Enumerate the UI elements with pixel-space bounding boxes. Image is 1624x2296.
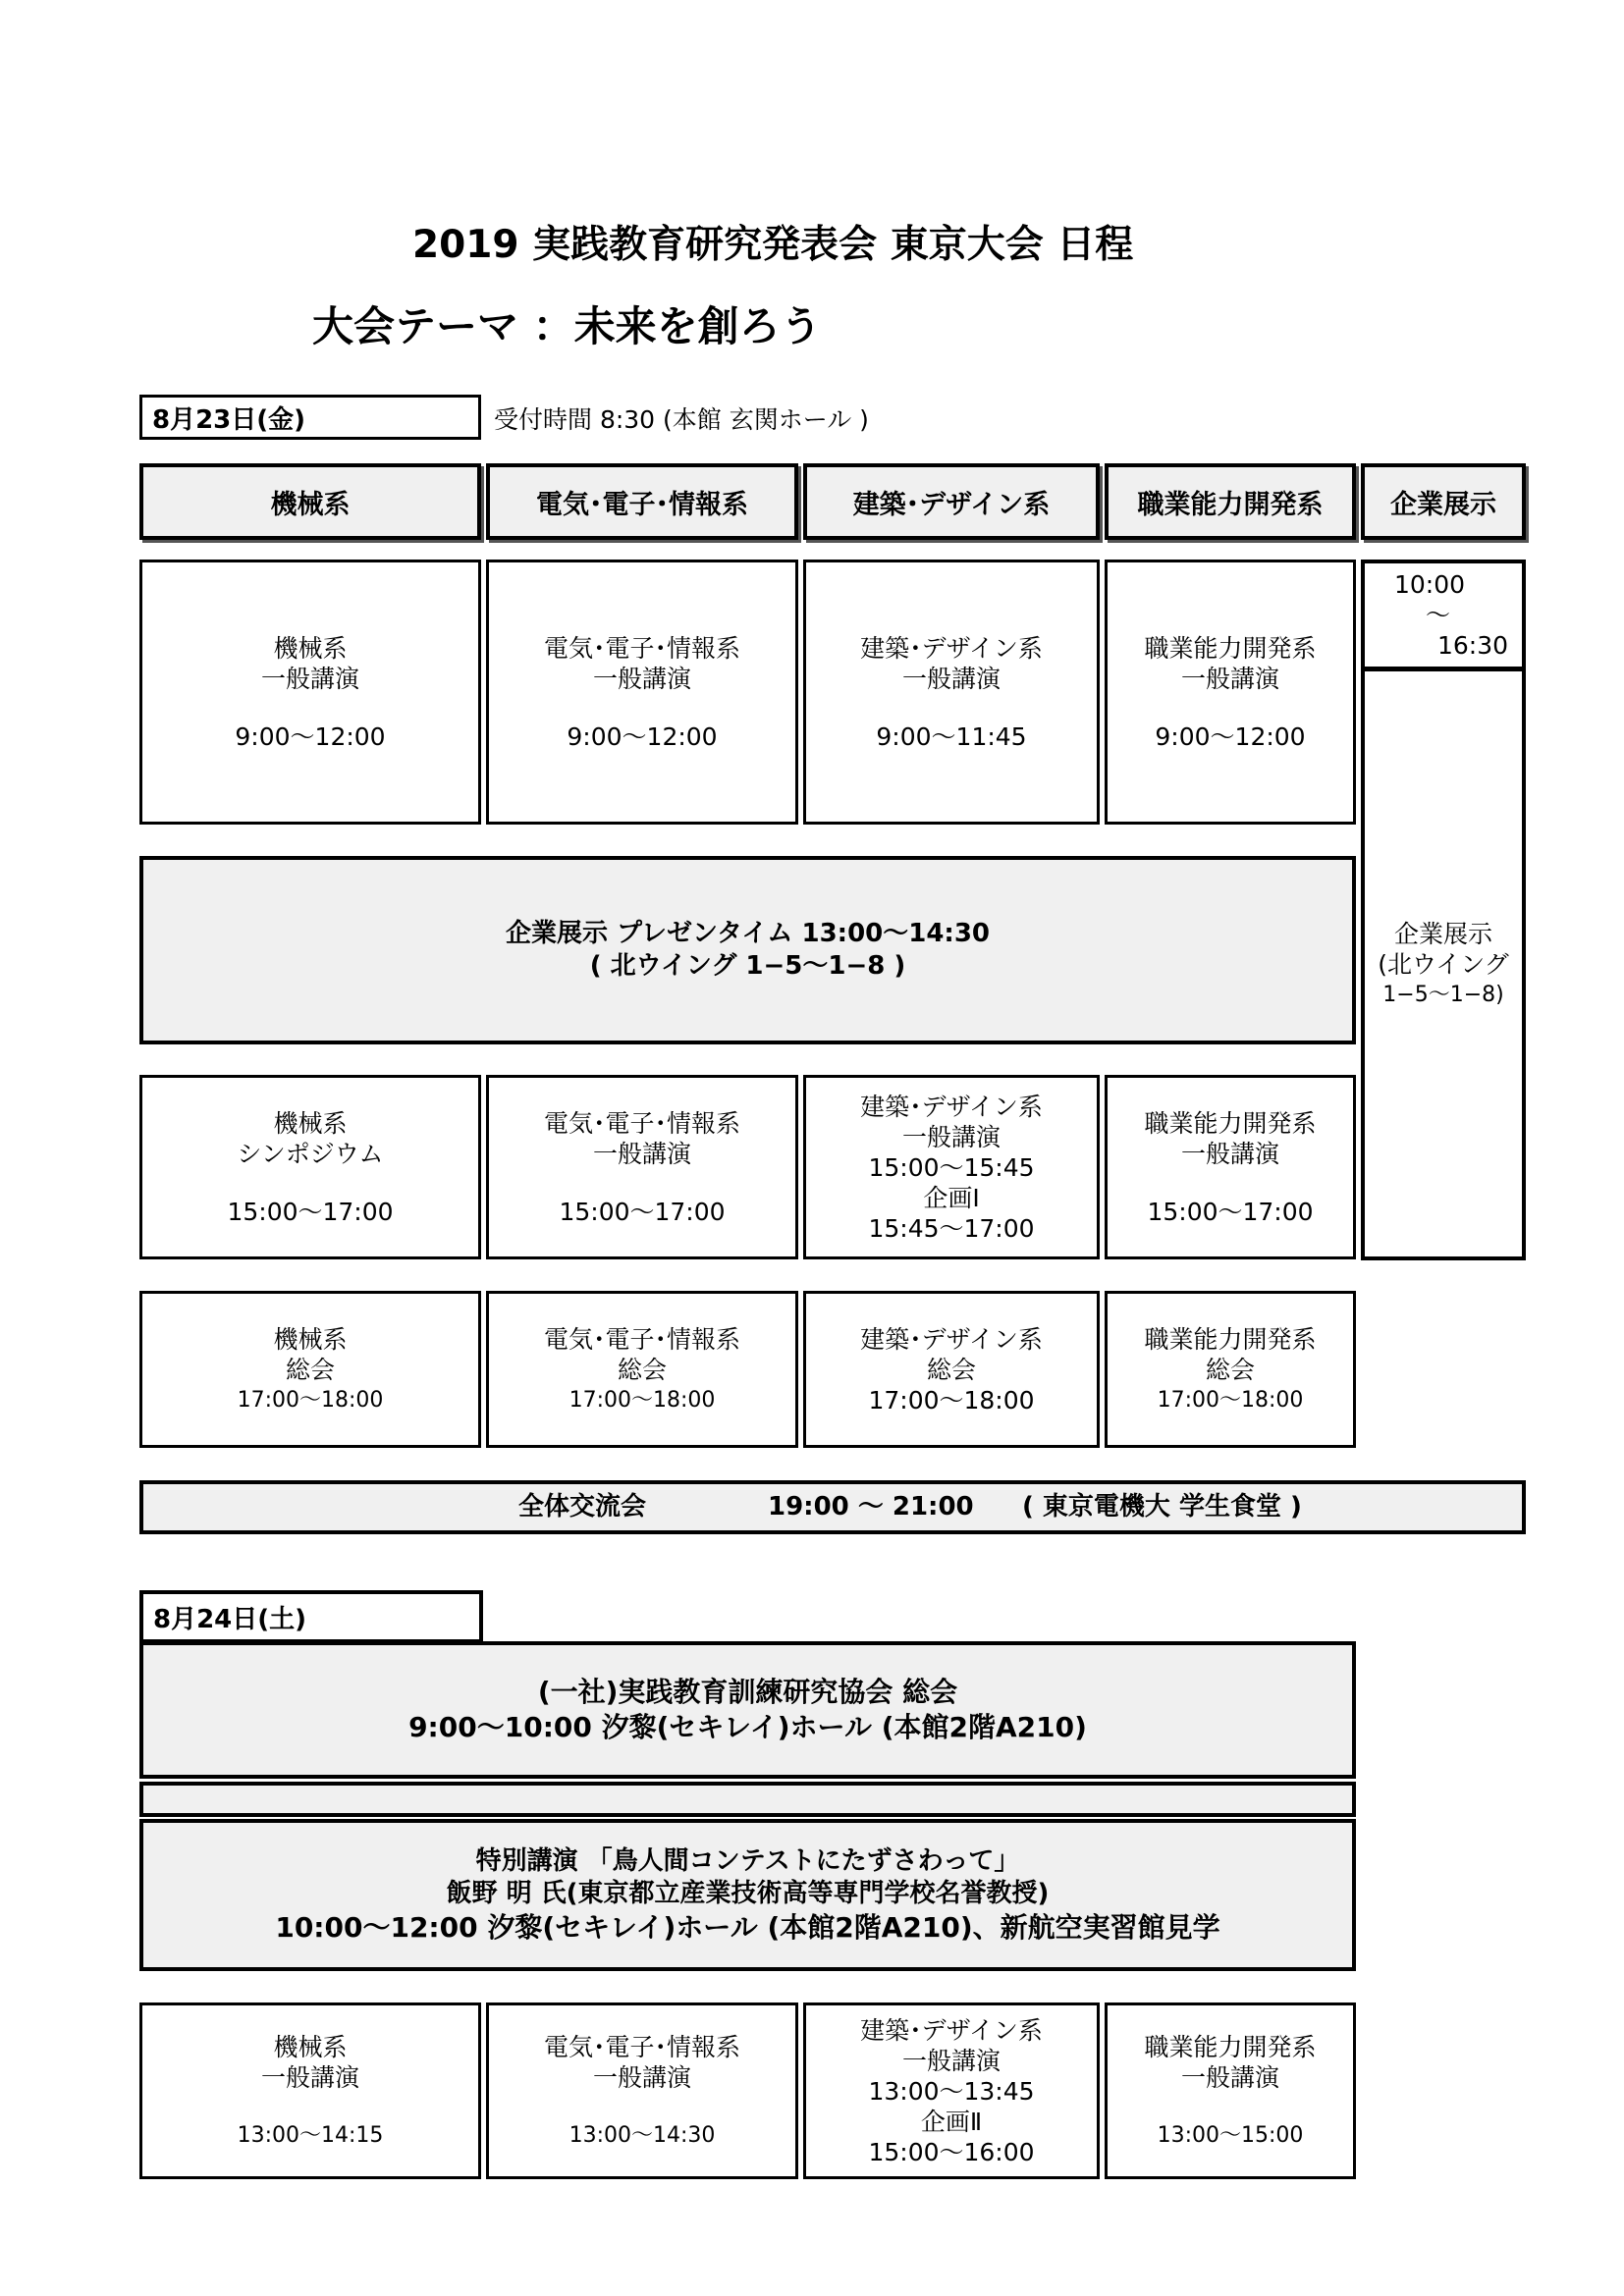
session-time: 13:00～14:30 xyxy=(568,2122,716,2148)
session-type: 一般講演 xyxy=(260,2062,359,2092)
session-time: 17:00～18:00 xyxy=(868,1385,1035,1415)
session-type: 一般講演 xyxy=(901,2046,1001,2075)
session-name: 機械系 xyxy=(273,2032,348,2061)
session-type: 総会 xyxy=(285,1355,335,1384)
general-meeting-electrical xyxy=(486,1291,798,1448)
session-name: 建築･デザイン系 xyxy=(860,633,1043,663)
session-name: 職業能力開発系 xyxy=(1144,2032,1317,2061)
session-name: 職業能力開発系 xyxy=(1144,1324,1317,1354)
session-time: 15:00～17:00 xyxy=(227,1197,394,1226)
expo-location-box xyxy=(1361,667,1526,1260)
session-name: 電気･電子･情報系 xyxy=(543,633,740,663)
day2-session-vocational xyxy=(1105,2002,1356,2179)
session-extra: 企画Ⅱ xyxy=(920,2107,983,2136)
session-name: 電気･電子･情報系 xyxy=(543,1108,740,1138)
session-mechanical-afternoon xyxy=(139,1075,481,1259)
session-type: 一般講演 xyxy=(592,664,691,693)
session-time: 15:00～15:45 xyxy=(868,1152,1035,1182)
spacer-bar xyxy=(139,1782,1356,1817)
session-name: 機械系 xyxy=(273,633,348,663)
session-time: 15:00～17:00 xyxy=(559,1197,726,1226)
day2-date-label xyxy=(139,1590,483,1643)
header-expo: 企業展示 xyxy=(1361,463,1526,540)
session-name: 建築･デザイン系 xyxy=(860,1092,1043,1121)
session-time: 9:00～12:00 xyxy=(1155,721,1306,751)
session-type: 総会 xyxy=(926,1355,976,1384)
session-time: 13:00～13:45 xyxy=(868,2076,1035,2106)
session-vocational-afternoon xyxy=(1105,1075,1356,1259)
session-electrical-afternoon xyxy=(486,1075,798,1259)
general-meeting-vocational xyxy=(1105,1291,1356,1448)
day1-date-label xyxy=(139,395,481,440)
day2-date-text: 8月24日(土) xyxy=(153,1604,307,1634)
presentation-time-box xyxy=(139,856,1356,1044)
assembly-line1: (一社)実践教育訓練研究協会 総会 xyxy=(537,1676,958,1708)
session-type: 一般講演 xyxy=(1180,1139,1279,1168)
session-extra-time: 15:00～16:00 xyxy=(868,2137,1035,2166)
day2-session-electrical xyxy=(486,2002,798,2179)
social-place: ( 東京電機大 学生食堂 ) xyxy=(1022,1492,1302,1522)
session-type: 一般講演 xyxy=(592,1139,691,1168)
session-time: 17:00～18:00 xyxy=(237,1387,384,1413)
session-time: 13:00～15:00 xyxy=(1157,2122,1304,2148)
session-time: 9:00～12:00 xyxy=(567,721,718,751)
session-extra: 企画Ⅰ xyxy=(923,1183,980,1212)
special-lecture-box xyxy=(139,1819,1356,1971)
header-electrical: 電気･電子･情報系 xyxy=(486,463,798,540)
expo-label: 企業展示 xyxy=(1393,919,1492,948)
social-label: 全体交流会 xyxy=(518,1492,647,1522)
presentation-line2: ( 北ウイング 1−5〜1−8 ) xyxy=(589,951,906,981)
session-time: 17:00～18:00 xyxy=(568,1387,716,1413)
session-type: 一般講演 xyxy=(1180,664,1279,693)
page-title: 2019 実践教育研究発表会 東京大会 日程 xyxy=(412,223,1134,267)
general-meeting-architecture xyxy=(803,1291,1100,1448)
session-vocational-morning xyxy=(1105,560,1356,825)
expo-sep: ～ xyxy=(1426,601,1451,629)
session-time: 17:00～18:00 xyxy=(1157,1387,1304,1413)
session-time: 13:00～14:15 xyxy=(237,2122,384,2148)
session-architecture-afternoon xyxy=(803,1075,1100,1259)
session-name: 建築･デザイン系 xyxy=(860,1324,1043,1354)
session-time: 15:00～17:00 xyxy=(1147,1197,1314,1226)
session-type: 一般講演 xyxy=(592,2062,691,2092)
expo-rooms: 1−5〜1−8) xyxy=(1382,982,1504,1007)
session-electrical-morning xyxy=(486,560,798,825)
session-type: 一般講演 xyxy=(260,664,359,693)
social-time: 19:00 〜 21:00 xyxy=(768,1492,974,1522)
expo-end: 16:30 xyxy=(1436,631,1508,660)
reception-info: 受付時間 8:30 (本館 玄関ホール ) xyxy=(494,405,869,434)
session-time: 9:00～11:45 xyxy=(876,721,1027,751)
session-mechanical-morning xyxy=(139,560,481,825)
header-vocational: 職業能力開発系 xyxy=(1105,463,1356,540)
session-type: 総会 xyxy=(617,1355,667,1384)
session-name: 職業能力開発系 xyxy=(1144,1108,1317,1138)
lecture-line1: 特別講演 「鳥人間コンテストにたずさわって」 xyxy=(475,1845,1020,1876)
assembly-line2: 9:00～10:00 汐黎(セキレイ)ホール (本館2階A210) xyxy=(408,1711,1087,1743)
social-gathering-bar xyxy=(139,1480,1526,1534)
assembly-box xyxy=(139,1641,1356,1779)
expo-time-box xyxy=(1361,560,1526,670)
session-name: 電気･電子･情報系 xyxy=(543,1324,740,1354)
day2-session-architecture xyxy=(803,2002,1100,2179)
expo-wing: (北ウイング xyxy=(1378,949,1509,979)
session-name: 電気･電子･情報系 xyxy=(543,2032,740,2061)
session-name: 建築･デザイン系 xyxy=(860,2015,1043,2045)
theme-title: 大会テーマ ：未来を創ろう xyxy=(312,302,822,350)
expo-start: 10:00 xyxy=(1394,570,1466,599)
session-name: 機械系 xyxy=(273,1324,348,1354)
day1-date-text: 8月23日(金) xyxy=(152,404,306,435)
session-name: 機械系 xyxy=(273,1108,348,1138)
session-type: 総会 xyxy=(1205,1355,1255,1384)
session-extra-time: 15:45～17:00 xyxy=(868,1213,1035,1243)
header-architecture: 建築･デザイン系 xyxy=(803,463,1100,540)
session-name: 職業能力開発系 xyxy=(1144,633,1317,663)
session-type: 一般講演 xyxy=(901,664,1001,693)
header-mechanical: 機械系 xyxy=(139,463,481,540)
lecture-line3: 10:00～12:00 汐黎(セキレイ)ホール (本館2階A210)、新航空実習館見学 xyxy=(275,1910,1220,1944)
session-architecture-morning xyxy=(803,560,1100,825)
session-time: 9:00～12:00 xyxy=(235,721,386,751)
session-type: 一般講演 xyxy=(901,1122,1001,1151)
lecture-line2: 飯野 明 氏(東京都立産業技術高等専門学校名誉教授) xyxy=(446,1878,1050,1908)
session-type: 一般講演 xyxy=(1180,2062,1279,2092)
day2-session-mechanical xyxy=(139,2002,481,2179)
general-meeting-mechanical xyxy=(139,1291,481,1448)
presentation-line1: 企業展示 プレゼンタイム 13:00～14:30 xyxy=(505,919,991,948)
session-type: シンポジウム xyxy=(237,1139,384,1168)
